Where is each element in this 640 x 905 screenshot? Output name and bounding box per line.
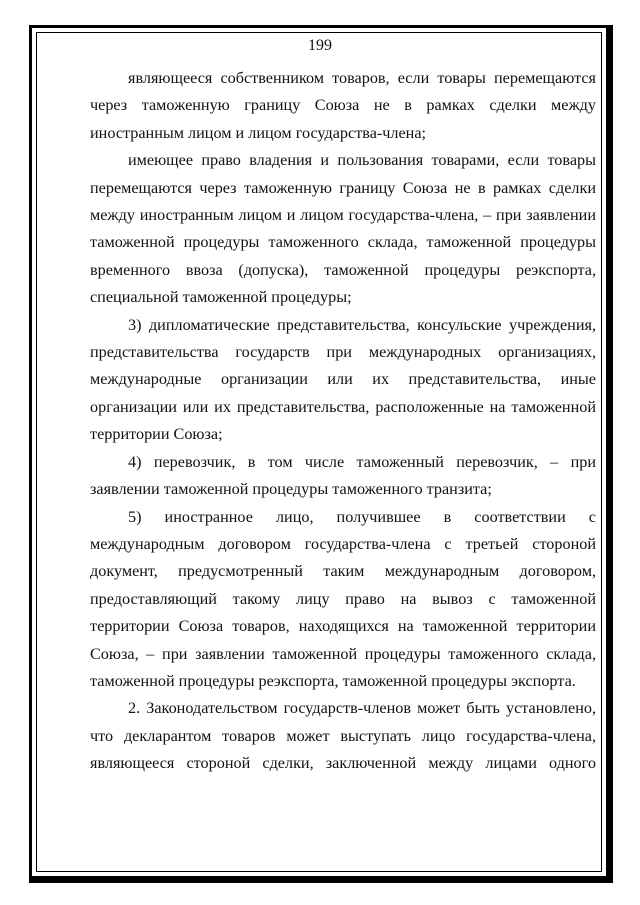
paragraph-item-5: 5) иностранное лицо, получившее в соответствии с международным договором государства-члена с третьей стороной документ, предусмотренный таким международным договором, предоставляющий такому лицу право на вывоз с таможенной территории Союза товаров, находящихся на таможенной территории Союза, – при заявлении таможенной процедуры таможенного склада, таможенной процедуры реэкспорта, таможенной процедуры экспорта. bbox=[90, 507, 596, 690]
paragraph-item-4: 4) перевозчик, в том числе таможенный перевозчик, – при заявлении таможенной процедуры таможенного транзита; bbox=[90, 452, 596, 499]
document-body bbox=[90, 65, 596, 778]
paragraph-item-3: 3) дипломатические представительства, консульские учреждения, представительства государств при международных организациях, международные организации или их представительства, иные организации или их представительства, расположенные на таможенной территории Союза; bbox=[90, 315, 596, 444]
paragraph-possessor: имеющее право владения и пользования товарами, если товары перемещаются через таможенную границу Союза не в рамках сделки между иностранным лицом и лицом государства-члена, – при заявлении таможенной процедуры таможенного склада, таможенной процедуры временного ввоза (допуска), таможенной процедуры реэкспорта, специальной таможенной процедуры; bbox=[90, 151, 596, 307]
paragraph-owner: являющееся собственником товаров, если товары перемещаются через таможенную границу Союза не в рамках сделки между иностранным лицом и лицом государства-члена; bbox=[90, 69, 596, 142]
paragraph-clause-2: 2. Законодательством государств-членов может быть установлено, что декларантом товаров может выступать лицо государства-члена, являющееся стороной сделки, заключенной между лицами одного bbox=[90, 699, 596, 773]
page-number: 199 bbox=[308, 37, 332, 54]
